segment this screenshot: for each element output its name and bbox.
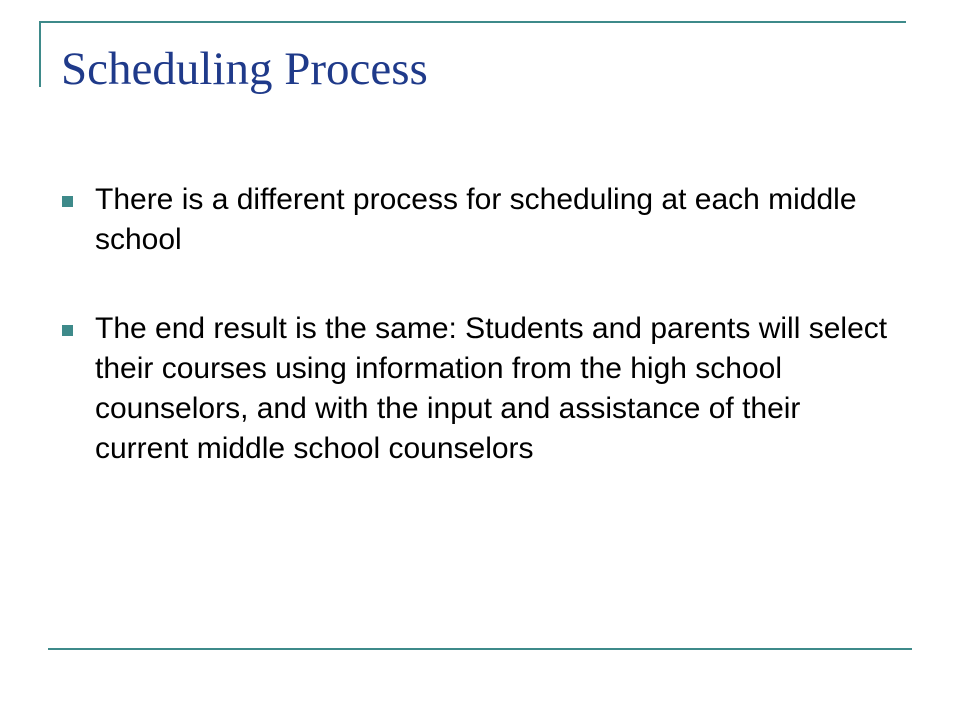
- bottom-accent-rule: [48, 648, 912, 650]
- bullet-item: [62, 309, 892, 469]
- square-bullet-icon: [62, 196, 73, 207]
- top-accent-rule: [39, 21, 906, 23]
- left-accent-rule: [39, 21, 41, 87]
- bullet-item: [62, 180, 892, 260]
- bullet-text: The end result is the same: Students and parents will select their courses using information from the high school counselors, and with the input and assistance of their current middle school counselors: [95, 312, 888, 465]
- square-bullet-icon: [62, 325, 73, 336]
- slide-title: Scheduling Process: [61, 43, 428, 95]
- bullet-text: There is a different process for scheduling at each middle school: [95, 183, 857, 256]
- bullet-list: [62, 180, 892, 518]
